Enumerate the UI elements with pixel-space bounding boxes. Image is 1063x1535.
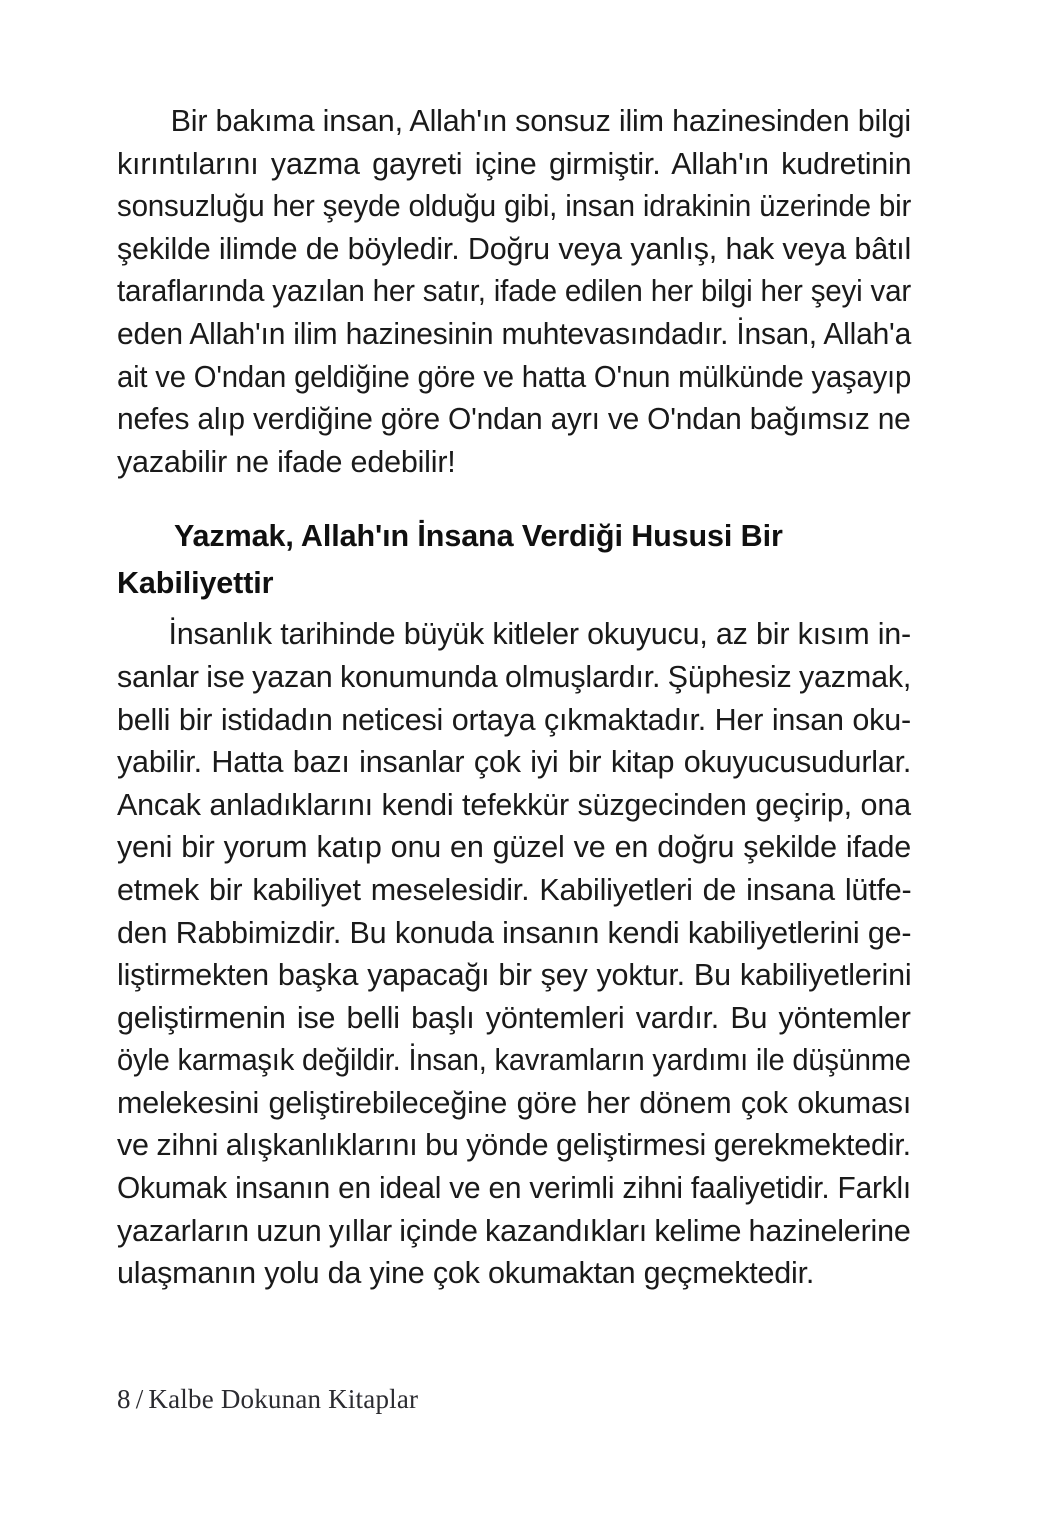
text-line (117, 826, 911, 869)
text-line (117, 143, 911, 186)
text-line: yazabilir ne ifade edebilir! (117, 444, 456, 479)
line-text: öyle karmaşık değildir. İnsan, kavramların yardımı ile düşünme (117, 1043, 911, 1078)
line-text: eden Allah'ın ilim hazinesinin muhtevasındadır. İnsan, Allah'a (117, 316, 912, 351)
text-line (117, 912, 911, 955)
line-text: taraflarında yazılan her satır, ifade edilen her bilgi her şeyi var (117, 274, 912, 309)
line-text: Ancak anladıklarını kendi tefekkür süzgecinden geçirip, ona (117, 787, 911, 822)
line-text: melekesini geliştirebileceğine göre her dönem çok okuması (117, 1085, 912, 1120)
line-text: ve zihni alışkanlıklarını bu yönde geliştirmesi gerekmektedir. (117, 1128, 911, 1163)
line-text: etmek bir kabiliyet meselesidir. Kabiliyetleri de insana lütfe- (117, 872, 912, 907)
text-line (117, 699, 911, 742)
text-line (117, 741, 911, 784)
line-text: ait ve O'ndan geldiğine göre ve hatta O'nun mülkünde yaşayıp (117, 359, 912, 394)
line-text: yazarların uzun yıllar içinde kazandıkları kelime hazinelerine (117, 1213, 911, 1248)
section-heading-line-2: Kabiliyettir (117, 566, 274, 601)
book-title: Kalbe Dokunan Kitaplar (148, 1384, 419, 1414)
page-number: 8 (117, 1384, 131, 1414)
text-line (117, 869, 911, 912)
text-line (117, 228, 911, 271)
line-text: şekilde ilimde de böyledir. Doğru veya yanlış, hak veya bâtıl (117, 231, 912, 266)
line-text: nefes alıp verdiğine göre O'ndan ayrı ve O'ndan bağımsız ne (117, 402, 911, 437)
text-line (117, 356, 911, 399)
text-line (117, 270, 911, 313)
section-heading (117, 483, 911, 613)
section-heading-line-1: Yazmak, Allah'ın İnsana Verdiği Hususi Bir (174, 519, 783, 554)
text-line (117, 185, 911, 228)
first-line-indent (117, 100, 171, 143)
text-line (117, 784, 911, 827)
line-text: Bir bakıma insan, Allah'ın sonsuz ilim hazinesinden bilgi (170, 104, 911, 138)
line-text: sanlar ise yazan konumunda olmuşlardır. Şüphesiz yazmak, (117, 659, 912, 694)
text-line (117, 1039, 911, 1082)
line-text: yabilir. Hatta bazı insanlar çok iyi bir kitap okuyucusudurlar. (117, 745, 912, 780)
line-text: den Rabbimizdir. Bu konuda insanın kendi kabiliyetlerini ge- (117, 915, 912, 950)
footer-separator: / (135, 1384, 144, 1414)
first-line-indent (117, 613, 168, 656)
line-text: liştirmekten başka yapacağı bir şey yoktur. Bu kabiliyetlerini (117, 958, 912, 993)
page-content (117, 100, 911, 1295)
text-line (117, 997, 911, 1040)
page-footer (117, 1382, 418, 1416)
line-text: geliştirmenin ise belli başlı yöntemleri vardır. Bu yöntemler (117, 1000, 911, 1035)
text-line (117, 1082, 911, 1125)
paragraph-2 (117, 613, 911, 1295)
line-text: kırıntılarını yazma gayreti içine girmiştir. Allah'ın kudretinin (117, 146, 912, 181)
line-text: İnsanlık tarihinde büyük kitleler okuyucu, az bir kısım in- (168, 617, 911, 652)
text-line (117, 398, 911, 441)
text-line (117, 1124, 911, 1167)
text-line (117, 613, 911, 656)
text-line (117, 656, 911, 699)
paragraph-1 (117, 100, 911, 483)
text-line (117, 100, 911, 143)
line-text: belli bir istidadın neticesi ortaya çıkmaktadır. Her insan oku- (117, 702, 911, 737)
text-line (117, 954, 911, 997)
line-text: sonsuzluğu her şeyde olduğu gibi, insan idrakinin üzerinde bir (117, 189, 912, 224)
line-text: Okumak insanın en ideal ve en verimli zihni faaliyetidir. Farklı (117, 1171, 912, 1206)
text-line: ulaşmanın yolu da yine çok okumaktan geçmektedir. (117, 1256, 815, 1291)
line-text: yeni bir yorum katıp onu en güzel ve en doğru şekilde ifade (117, 830, 912, 865)
text-line (117, 1210, 911, 1253)
text-line (117, 1167, 911, 1210)
text-line (117, 313, 911, 356)
